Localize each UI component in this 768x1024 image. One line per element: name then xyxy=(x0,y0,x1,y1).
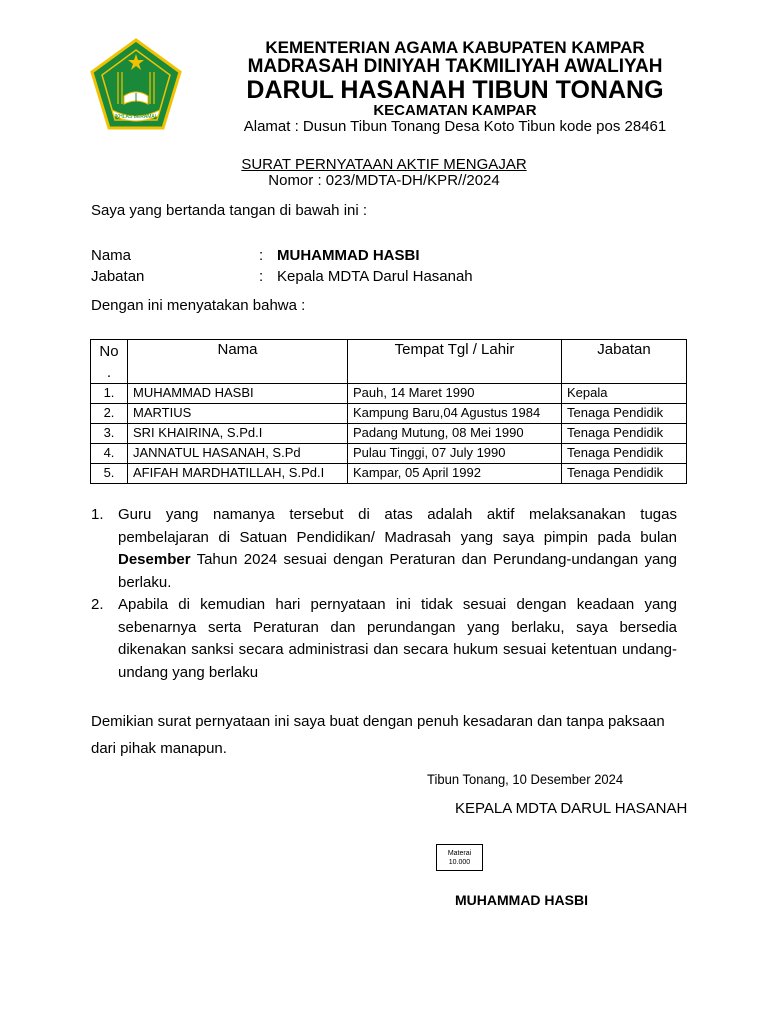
row-ttl: Kampar, 05 April 1992 xyxy=(348,464,562,484)
materai-label: Materai xyxy=(447,850,472,857)
header-district: KECAMATAN KAMPAR xyxy=(373,102,537,119)
point-2-text: Apabila di kemudian hari pernyataan ini tidak sesuai dengan keadaan yang sebenarnya serta Peraturan dan perundangan yang berlaku, saya bersedia dikenakan sanksi secara administrasi dan secara hukum sesuai ketentuan undang-undang yang berlaku xyxy=(118,596,677,682)
point-1-month: Desember xyxy=(118,551,191,569)
position-colon: : xyxy=(259,268,264,285)
table-row xyxy=(91,384,687,404)
row-no: 3. xyxy=(91,424,128,444)
staff-table xyxy=(90,339,687,484)
signatory-name: MUHAMMAD HASBI xyxy=(455,892,588,908)
row-jabatan: Tenaga Pendidik xyxy=(562,424,687,444)
statement-text: Dengan ini menyatakan bahwa : xyxy=(91,297,306,314)
row-nama: SRI KHAIRINA, S.Pd.I xyxy=(128,424,348,444)
header-nama: Nama xyxy=(128,340,348,384)
header-jabatan: Jabatan xyxy=(562,340,687,384)
letter-title: SURAT PERNYATAAN AKTIF MENGAJAR xyxy=(241,156,527,173)
logo-ribbon-text: IKHLAS BERAMAL xyxy=(114,114,158,120)
header-no: No . xyxy=(91,340,128,384)
row-jabatan: Kepala xyxy=(562,384,687,404)
header-ministry: KEMENTERIAN AGAMA KABUPATEN KAMPAR xyxy=(265,38,645,57)
materai-value: 10.000 xyxy=(448,859,471,866)
point-1-text-b: Tahun 2024 sesuai dengan Peraturan dan Perundang-undangan yang berlaku. xyxy=(118,551,677,592)
statement-point-2 xyxy=(91,594,677,685)
row-jabatan: Tenaga Pendidik xyxy=(562,404,687,424)
position-label: Jabatan xyxy=(91,268,145,285)
position-value: Kepala MDTA Darul Hasanah xyxy=(277,268,473,285)
row-nama: AFIFAH MARDHATILLAH, S.Pd.I xyxy=(128,464,348,484)
table-header-row xyxy=(91,340,687,384)
signatory-title: KEPALA MDTA DARUL HASANAH xyxy=(455,800,688,817)
row-ttl: Padang Mutung, 08 Mei 1990 xyxy=(348,424,562,444)
row-nama: MUHAMMAD HASBI xyxy=(128,384,348,404)
header-madrasah-type: MADRASAH DINIYAH TAKMILIYAH AWALIYAH xyxy=(247,56,663,77)
row-ttl: Pauh, 14 Maret 1990 xyxy=(348,384,562,404)
table-row xyxy=(91,444,687,464)
name-colon: : xyxy=(259,247,264,264)
point-number: 1. xyxy=(91,506,104,523)
intro-text: Saya yang bertanda tangan di bawah ini : xyxy=(91,202,368,219)
table-row xyxy=(91,464,687,484)
row-nama: MARTIUS xyxy=(128,404,348,424)
row-no: 5. xyxy=(91,464,128,484)
point-number: 2. xyxy=(91,596,104,613)
header-school-name: DARUL HASANAH TIBUN TONANG xyxy=(246,76,664,104)
table-row xyxy=(91,424,687,444)
letter-number: Nomor : 023/MDTA-DH/KPR//2024 xyxy=(268,172,500,189)
row-no: 1. xyxy=(91,384,128,404)
header-tempat-tgl-lahir: Tempat Tgl / Lahir xyxy=(348,340,562,384)
row-no: 4. xyxy=(91,444,128,464)
name-label: Nama xyxy=(91,247,132,264)
point-1-text-a: Guru yang namanya tersebut di atas adalah aktif melaksanakan tugas pembelajaran di Satuan Pendidikan/ Madrasah yang saya pimpin pada bulan xyxy=(118,506,677,546)
materai-stamp xyxy=(436,844,483,871)
table-row xyxy=(91,404,687,424)
statement-point-1 xyxy=(91,504,677,595)
place-date: Tibun Tonang, 10 Desember 2024 xyxy=(427,771,624,787)
row-jabatan: Tenaga Pendidik xyxy=(562,464,687,484)
row-ttl: Pulau Tinggi, 07 July 1990 xyxy=(348,444,562,464)
row-no: 2. xyxy=(91,404,128,424)
name-value: MUHAMMAD HASBI xyxy=(277,247,420,264)
row-nama: JANNATUL HASANAH, S.Pd xyxy=(128,444,348,464)
closing-text: Demikian surat pernyataan ini saya buat dengan penuh kesadaran dan tanpa paksaan dari pihak manapun. xyxy=(91,713,665,757)
row-ttl: Kampung Baru,04 Agustus 1984 xyxy=(348,404,562,424)
row-jabatan: Tenaga Pendidik xyxy=(562,444,687,464)
kemenag-logo xyxy=(88,38,184,134)
header-address: Alamat : Dusun Tibun Tonang Desa Koto Tibun kode pos 28461 xyxy=(243,118,667,135)
